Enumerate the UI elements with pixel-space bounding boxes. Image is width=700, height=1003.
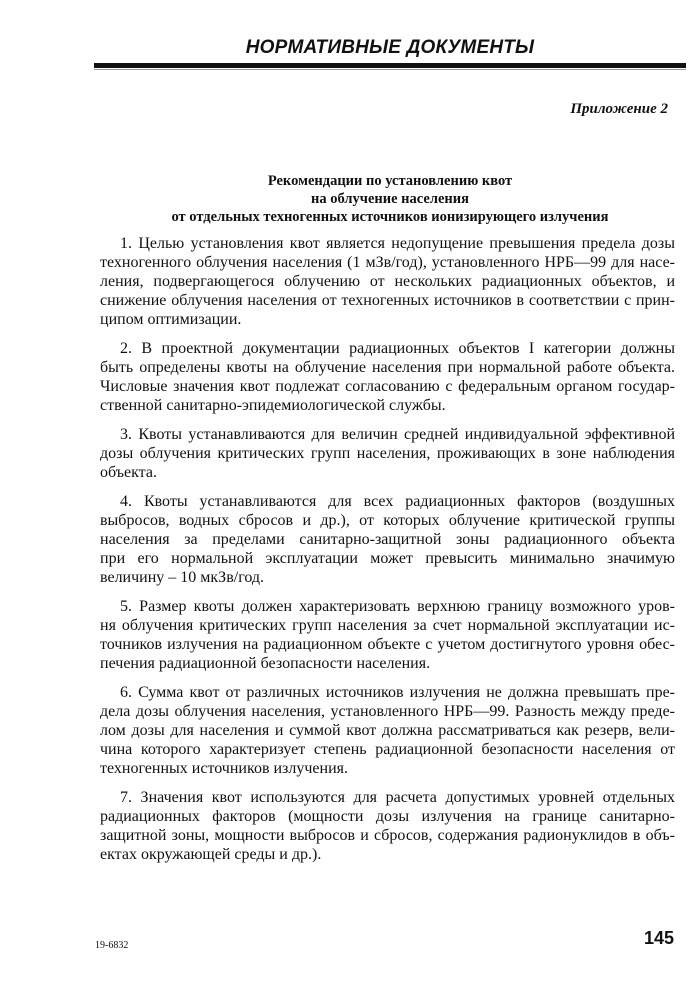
- text-line: лом дозы для населения и суммой квот должна рассматриваться как резерв, вели-: [100, 722, 675, 739]
- text-line: 1. Целью установления квот является недопущение превышения предела дозы: [120, 235, 675, 252]
- paragraph-1: [100, 234, 675, 329]
- text-line: при его нормальной эксплуатации может превысить минимально значимую: [100, 550, 675, 567]
- text-line: снижение облучения населения от техногенных источников в соответствии с прин-: [100, 292, 675, 309]
- text-line: быть определены квоты на облучение населения при нормальной работе объекта.: [100, 359, 675, 376]
- text-line: радиационных факторов (мощности дозы излучения на границе санитарно-: [100, 808, 675, 825]
- title-line: Рекомендации по установлению квот: [267, 173, 513, 189]
- text-line: ственной санитарно-эпидемиологической службы.: [100, 397, 446, 414]
- text-line: Числовые значения квот подлежат согласованию с федеральным органом государ-: [100, 378, 675, 395]
- text-line: 7. Значения квот используются для расчета допустимых уровней отдельных: [120, 789, 675, 806]
- paragraph-6: [100, 683, 675, 778]
- text-line: ня облучения критических групп населения за счет нормальной эксплуатации ис-: [100, 617, 675, 634]
- print-code: 19-6832: [95, 940, 129, 951]
- text-line: 2. В проектной документации радиационных объектов I категории должны: [120, 340, 675, 357]
- appendix-label: Приложение 2: [570, 101, 668, 117]
- document-title: [95, 172, 685, 226]
- text-line: защитной зоны, мощности выбросов и сбросов, содержания радионуклидов в объ-: [100, 827, 675, 844]
- text-line: техногенных источников излучения.: [100, 760, 348, 777]
- paragraph-2: [100, 339, 675, 415]
- header-rule: [94, 63, 686, 68]
- text-line: 5. Размер квоты должен характеризовать верхнюю границу возможного уров-: [120, 598, 675, 615]
- section-header: НОРМАТИВНЫЕ ДОКУМЕНТЫ: [245, 37, 535, 58]
- text-line: ления, подвергающегося облучению от нескольких радиационных объектов, и: [100, 273, 675, 290]
- header-rule-thin: [94, 69, 686, 70]
- text-line: 3. Квоты устанавливаются для величин средней индивидуальной эффективной: [120, 426, 675, 443]
- text-line: ципом оптимизации.: [100, 311, 242, 328]
- text-line: дозы облучения критических групп населения, проживающих в зоне наблюдения: [100, 445, 675, 462]
- text-line: техногенного облучения населения (1 мЗв/год), установленного НРБ—99 для насе-: [100, 254, 675, 271]
- text-line: 4. Квоты устанавливаются для всех радиационных факторов (воздушных: [120, 493, 675, 510]
- text-line: чина которого характеризует степень радиационной безопасности населения от: [100, 741, 675, 758]
- text-line: дела дозы облучения населения, установленного НРБ—99. Разность между преде-: [100, 703, 675, 720]
- paragraph-5: [100, 597, 675, 673]
- title-line: на облучение населения: [311, 191, 469, 207]
- text-line: печения радиационной безопасности населения.: [100, 655, 431, 672]
- text-line: населения за пределами санитарно-защитной зоны радиационного объекта: [100, 531, 675, 548]
- text-line: 6. Сумма квот от различных источников излучения не должна превышать пре-: [120, 684, 675, 701]
- document-body: [100, 234, 675, 874]
- text-line: выбросов, водных сбросов и др.), от которых облучение критической группы: [100, 512, 675, 529]
- page-number: 145: [643, 928, 674, 948]
- title-line: от отдельных техногенных источников ионизирующего излучения: [171, 209, 609, 225]
- paragraph-7: [100, 788, 675, 864]
- text-line: объекта.: [100, 464, 157, 481]
- text-line: точников излучения на радиационном объекте с учетом достигнутого уровня обес-: [100, 636, 675, 653]
- paragraph-4: [100, 492, 675, 587]
- paragraph-3: [100, 425, 675, 482]
- text-line: величину – 10 мкЗв/год.: [100, 569, 265, 586]
- text-line: ектах окружающей среды и др.).: [100, 846, 322, 863]
